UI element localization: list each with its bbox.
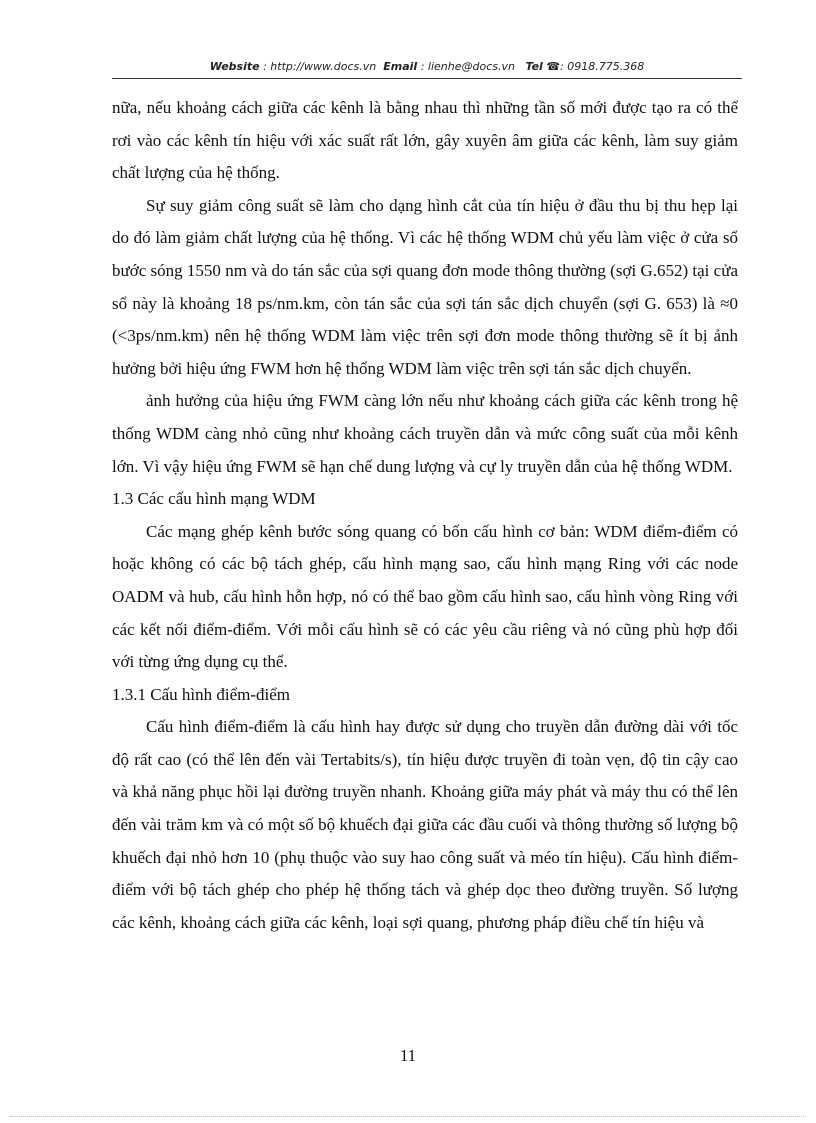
website-label: Website xyxy=(209,60,260,73)
phone-icon: ☎ xyxy=(546,60,561,73)
email-label: Email xyxy=(383,60,418,73)
paragraph-continued: nữa, nếu khoảng cách giữa các kênh là bằng nhau thì những tần số mới được tạo ra có thể rơi vào các kênh tín hiệu với xác suất rất lớn, gây xuyên âm giữa các kênh, làm suy giảm chất lượng của hệ thống. xyxy=(112,98,738,183)
page-bottom-border xyxy=(10,1116,806,1117)
paragraph-power-degradation: Sự suy giảm công suất sẽ làm cho dạng hình cắt của tín hiệu ở đầu thu bị thu hẹp lại do đó làm giảm chất lượng của hệ thống. Vì các hệ thống WDM chủ yếu làm việc ở cửa sổ bước sóng 1550 nm và do tán sắc của sợi quang đơn mode thông thường (sợi G.652) tại cửa sổ này là khoảng 18 ps/nm.km, còn tán sắc của sợi tán sắc dịch chuyển (sợi G. 653) là ≈0 (<3ps/nm.km) nên hệ thống WDM làm việc trên sợi đơn mode thông thường sẽ ít bị ảnh hưởng bởi hiệu ứng FWM hơn hệ thống WDM làm việc trên sợi tán sắc dịch chuyển. xyxy=(112,195,738,378)
website-value: : http://www.docs.vn xyxy=(263,60,377,73)
document-body xyxy=(112,92,738,939)
page-header xyxy=(112,60,742,73)
tel-value: : 0918.775.368 xyxy=(560,60,645,73)
tel-label: Tel xyxy=(525,60,543,73)
email-value: : lienhe@docs.vn xyxy=(420,60,515,73)
paragraph-fwm-effect: ảnh hưởng của hiệu ứng FWM càng lớn nếu như khoảng cách giữa các kênh trong hệ thống WDM càng nhỏ cũng như khoảng cách truyền dẫn và mức công suất của mỗi kênh lớn. Vì vậy hiệu ứng FWM sẽ hạn chế dung lượng và cự ly truyền dẫn của hệ thống WDM. xyxy=(112,391,738,476)
paragraph-wdm-configurations: Các mạng ghép kênh bước sóng quang có bốn cấu hình cơ bản: WDM điểm-điểm có hoặc không có các bộ tách ghép, cấu hình mạng sao, cấu hình mạng Ring với các node OADM và hub, cấu hình hỗn hợp, nó có thể bao gồm cấu hình sao, cấu hình vòng Ring với các kết nối điểm-điểm. Với mỗi cấu hình sẽ có các yêu cầu riêng và nó cũng phù hợp đối với từng ứng dụng cụ thể. xyxy=(112,521,738,672)
section-heading-1-3-1: 1.3.1 Cấu hình điểm-điểm xyxy=(112,684,291,704)
header-divider xyxy=(112,78,742,79)
section-heading-1-3: 1.3 Các cấu hình mạng WDM xyxy=(112,489,316,509)
page-number: 11 xyxy=(399,1046,417,1065)
paragraph-point-to-point: Cấu hình điểm-điểm là cấu hình hay được sử dụng cho truyền dẫn đường dài với tốc độ rất cao (có thể lên đến vài Tertabits/s), tín hiệu được truyền đi toàn vẹn, độ tin cậy cao và khả năng phục hồi lại đường truyền nhanh. Khoảng giữa máy phát và máy thu có thể lên đến vài trăm km và có một số bộ khuếch đại giữa các đầu cuối và thông thường số lượng bộ khuếch đại nhỏ hơn 10 (phụ thuộc vào suy hao công suất và méo tín hiệu). Cấu hình điểm-điểm với bộ tách ghép cho phép hệ thống tách và ghép dọc theo đường truyền. Số lượng các kênh, khoảng cách giữa các kênh, loại sợi quang, phương pháp điều chế tín hiệu và xyxy=(112,717,738,932)
